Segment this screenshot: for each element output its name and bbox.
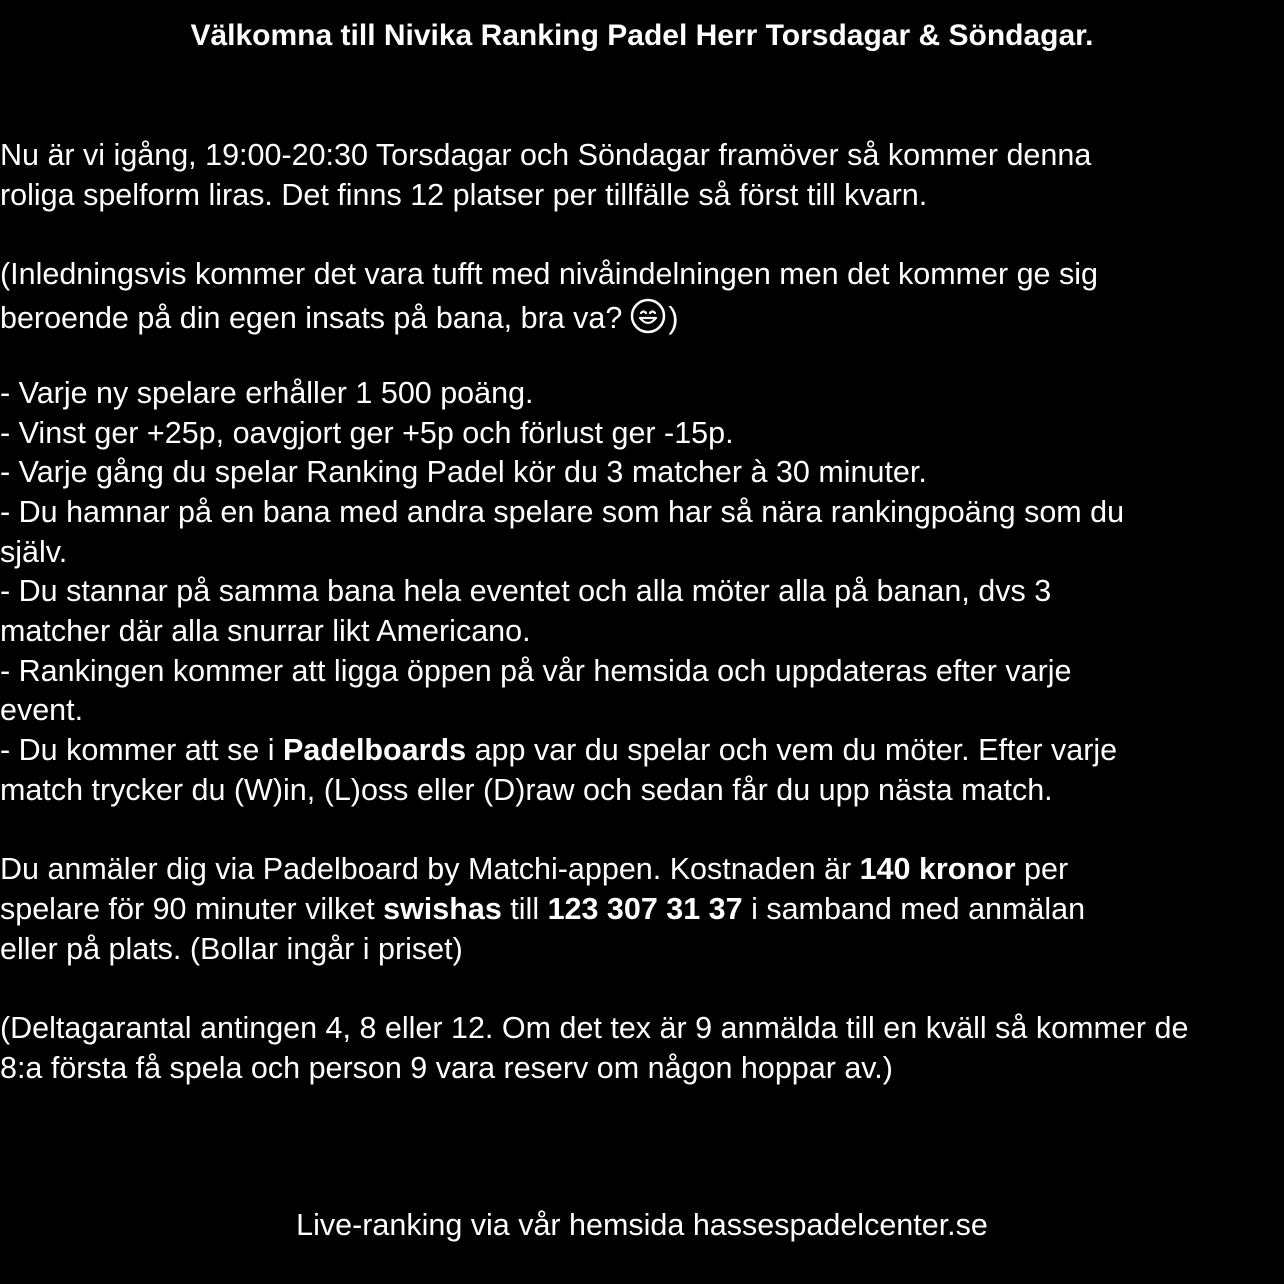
note-line: (Inledningsvis kommer det vara tufft med nivåindelningen men det kommer ge sig [0,257,1098,292]
rule-text: app var du spelar och vem du möter. Efter varje [466,733,1118,768]
intro-line: roliga spelform liras. Det finns 12 platser per tillfälle så först till kvarn. [0,177,928,212]
signup-text: i samband med anmälan [742,891,1086,926]
signup-text: per [1015,852,1069,887]
price: 140 kronor [859,852,1016,887]
swish-number: 123 307 31 37 [547,891,743,926]
signup-paragraph [0,850,1284,969]
swish-label: swishas [383,891,502,926]
participants-paragraph [0,1009,1284,1088]
intro-line: Nu är vi igång, 19:00-20:30 Torsdagar och Söndagar framöver så kommer denna [0,138,1092,172]
rule-text: - Du kommer att se i [0,733,284,768]
participants-line: (Deltagarantal antingen 4, 8 eller 12. Om det tex är 9 anmälda till en kväll så kommer de [0,1011,1189,1046]
participants-line: 8:a första få spela och person 9 vara reserv om någon hoppar av.) [0,1050,893,1085]
intro-paragraph [0,136,1284,215]
signup-text: till [501,891,548,926]
rule-item: - Varje ny spelare erhåller 1 500 poäng. [0,375,534,410]
note-closing: ) [668,300,679,335]
rule-item-continued: match trycker du (W)in, (L)oss eller (D)raw och sedan får du upp nästa match. [0,772,1053,807]
rule-item: - Vinst ger +25p, oavgjort ger +5p och förlust ger -15p. [0,415,734,450]
rules-list [0,374,1284,811]
padelboards-brand: Padelboards [283,733,467,768]
note-text: beroende på din egen insats på bana, bra va? [0,300,623,335]
signup-line [0,850,1284,890]
signup-line: eller på plats. (Bollar ingår i priset) [0,931,463,966]
footer-website: Live-ranking via vår hemsida hassespadelcenter.se [296,1208,988,1242]
rule-item-continued: matcher där alla snurrar likt Americano. [0,614,531,649]
note-paragraph [0,255,1284,342]
rule-item: - Du hamnar på en bana med andra spelare som har så nära rankingpoäng som du [0,494,1125,529]
rule-item-continued: själv. [0,534,68,569]
smiley-icon [630,298,666,334]
rule-item [0,731,1284,771]
signup-text: spelare för 90 minuter vilket [0,891,384,926]
signup-line [0,890,1284,930]
rule-item: - Du stannar på samma bana hela eventet och alla möter alla på banan, dvs 3 [0,574,1052,609]
rule-item: - Rankingen kommer att ligga öppen på vår hemsida och uppdateras efter varje [0,653,1072,688]
rule-item-continued: event. [0,693,84,728]
signup-text: Du anmäler dig via Padelboard by Matchi-appen. Kostnaden är [0,852,860,887]
page-title: Välkomna till Nivika Ranking Padel Herr Torsdagar & Söndagar. [190,19,1094,52]
note-line [0,295,1284,342]
rule-item: - Varje gång du spelar Ranking Padel kör du 3 matcher à 30 minuter. [0,455,927,490]
announcement-body [0,136,1284,1088]
